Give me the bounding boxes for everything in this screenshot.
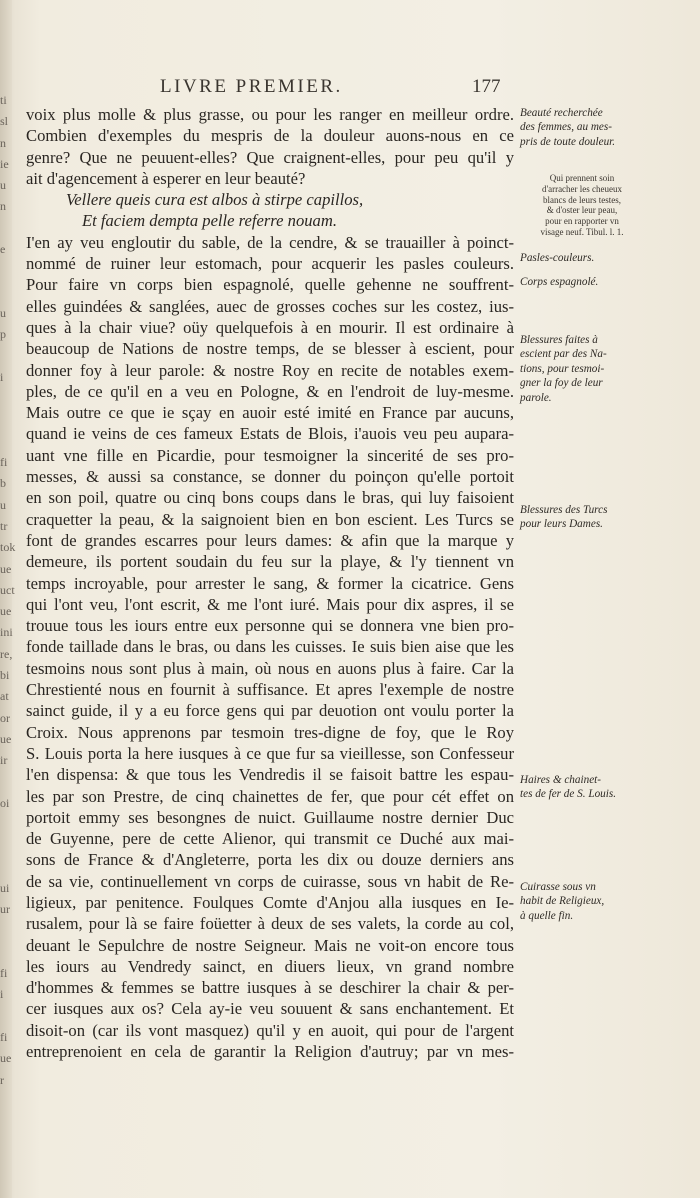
margin-note-line: Haires & chainet- (520, 774, 601, 786)
body-text (26, 104, 514, 1062)
text-line: Combien d'exemples du mespris de la douleur auons-nous en ce (26, 126, 514, 146)
bleed-fragment (0, 942, 20, 963)
text-line: donner foy à leur parole: & nostre Roy en recite de notables exem- (26, 360, 514, 380)
margin-note-blessures-nations (520, 333, 690, 405)
bleed-fragment (0, 814, 20, 835)
bleed-fragment: n (0, 135, 6, 150)
bleed-fragment (0, 921, 20, 942)
text-line: Croix. Nous apprenons par tesmoin tres-digne de foy, que le Roy (26, 722, 514, 742)
text-line: Vellere queis cura est albos à stirpe capillos, (66, 190, 364, 210)
margin-note-cuirasse (520, 880, 690, 923)
margin-note-beaute (520, 106, 690, 149)
bleed-fragment: r (0, 1072, 4, 1087)
bleed-fragment: ue (0, 561, 12, 576)
margin-note-line: pour en rapporter vn (545, 216, 619, 227)
margin-note-line: gner la foy de leur (520, 377, 603, 390)
margin-note-line: d'arracher les cheueux (541, 183, 623, 194)
text-line: ait d'agencement à esperer en leur beauté? (26, 168, 306, 188)
bleed-fragment: fi (0, 455, 8, 470)
bleed-fragment: re, (0, 646, 13, 661)
bleed-fragment (0, 388, 20, 409)
bleed-fragment: fi (0, 1030, 8, 1045)
bleed-fragment: bi (0, 668, 10, 683)
margin-note-citation (522, 173, 642, 238)
bleed-fragment: ir (0, 753, 8, 768)
text-line: ples, de ce qu'il en a veu en Pologne, & en l'endroit de luy-mesme. (26, 381, 514, 401)
bleed-fragment: ie (0, 156, 9, 171)
bleed-fragment: ue (0, 1051, 12, 1066)
margin-note-line: & d'oster leur peau, (546, 205, 618, 216)
margin-note-pasles (520, 251, 690, 265)
margin-note-line: Pasles-couleurs. (520, 252, 595, 264)
bleed-fragment: n (0, 199, 6, 214)
text-line: sainct guide, il y a eu force gens qui par deuotion ont voulu porter la (26, 701, 514, 721)
bleed-fragment: u (0, 497, 6, 512)
bleed-fragment: at (0, 689, 9, 704)
margin-note-line: tions, pour tesmoi- (520, 362, 605, 375)
running-head (160, 76, 520, 104)
text-line: beaucoup de Nations de nostre temps, de se blesser à escient, pour (26, 339, 514, 359)
bleed-fragment (0, 431, 20, 452)
bleed-fragment: or (0, 710, 10, 725)
running-title: LIVRE PREMIER. (160, 76, 343, 97)
text-line: Pour faire vn corps bien espagnolé, quelle gehenne ne souffrent- (26, 275, 514, 295)
text-line: qui l'ont veu, l'ont escrit, & me l'ont iuré. Mais pour dix aspres, il se (26, 594, 514, 614)
text-line: Et faciem dempta pelle referre nouam. (82, 211, 337, 231)
text-line: ques à la chair viue? oüy quelquefois à en mourir. Il est ordinaire à (26, 317, 514, 337)
margin-note-line: des femmes, au mes- (520, 121, 612, 134)
bleed-fragment: e (0, 242, 6, 257)
text-line: d'hommes & femmes se battre iusques à se deschirer la chair & per- (26, 978, 514, 998)
margin-note-line: pris de toute douleur. (520, 135, 616, 148)
text-line: tesmoins nous sont plus à main, où nous en auons plus à faire. Car la (26, 658, 514, 678)
text-line: les iours au Vendredy sainct, en diuers lieux, vn grand nombre (26, 956, 514, 976)
text-line: sons de France & d'Angleterre, porta les dix ou douze derniers ans (26, 850, 514, 870)
margin-note-line: Corps espagnolé. (520, 276, 599, 288)
margin-note-line: Blessures faites à (520, 334, 598, 346)
text-line: fonde taillade dans le bras, ou dans les cuisses. Ie suis bien aise que les (26, 637, 514, 657)
text-line: quand ie veins de ces fameux Estats de Blois, i'auois veu peu aupara- (26, 424, 514, 444)
text-line: deuant le Sepulchre de nostre Seigneur. Mais ne voit-on encore tous (26, 935, 514, 955)
text-line: de sa vie, continuellement vn corps de cuirasse, sous vn habit de Re- (26, 871, 514, 891)
bleed-fragment: ur (0, 902, 10, 917)
margin-note-line: blancs de leurs testes, (543, 194, 621, 205)
text-line: Mais outre ce que ie sçay en auoir esté imité en France par aucuns, (26, 403, 514, 423)
bleed-fragment: u (0, 305, 6, 320)
bleed-fragment: fi (0, 966, 8, 981)
bleed-fragment: i (0, 369, 4, 384)
bleed-fragment: ini (0, 625, 13, 640)
margin-note-line: Cuirasse sous vn (520, 881, 596, 893)
text-line: uant vne fille en Picardie, pour tesmoigner la sincerité de ses pro- (26, 445, 514, 465)
bleed-fragment (0, 218, 20, 239)
bleed-fragment: tok (0, 540, 16, 555)
text-line: de Guyenne, pere de cette Alienor, qui transmit ce Duché aux mai- (26, 829, 514, 849)
text-line: S. Louis porta la here iusques à ce que fur sa vieillesse, son Confesseur (26, 743, 514, 763)
bleed-fragment: ue (0, 604, 12, 619)
bleed-fragment: u (0, 178, 6, 193)
bleed-fragment: b (0, 476, 6, 491)
text-line: I'en ay veu engloutir du sable, de la cendre, & se trauailler à poinct- (26, 232, 514, 252)
bleed-fragment: p (0, 327, 6, 342)
text-line: demeure, ils portent soudain du feu sur la playe, & l'y tiennent vn (26, 552, 514, 572)
bleed-fragment (0, 835, 20, 856)
bleed-fragment: oi (0, 795, 10, 810)
text-line: disoit-on (car ils vont masquez) qu'il y en auoit, qui pour de l'argent (26, 1020, 514, 1040)
text-line: portoit emmy ses besongnes de nuict. Guillaume nostre dernier Duc (26, 807, 514, 827)
text-line: font de grandes escarres pour leurs dames: & afin que la marque y (26, 530, 514, 550)
bleed-fragment: ti (0, 93, 7, 107)
text-line: nommé de ruiner leur estomach, pour acquerir les pasles couleurs. (26, 254, 514, 274)
bleed-fragment: i (0, 987, 4, 1002)
margin-note-line: pour leurs Dames. (520, 518, 603, 531)
bleed-fragment (0, 409, 20, 430)
margin-note-blessures-turcs (520, 503, 690, 532)
text-line: entreprenoient en cela de garantir la Religion d'autruy; par vn mes- (26, 1042, 514, 1062)
bleed-fragment: uct (0, 582, 15, 597)
text-line: voix plus molle & plus grasse, ou pour les ranger en meilleur ordre. (26, 105, 514, 124)
margin-note-line: habit de Religieux, (520, 895, 605, 908)
text-line: les par son Prestre, de cinq chainettes de fer, que pour cét effet on (26, 786, 514, 806)
text-line: genre? Que ne peuuent-elles? Que craignent-elles, pour peu qu'il y (26, 147, 514, 167)
bleed-fragment (0, 1006, 20, 1027)
bleed-fragment (0, 346, 20, 367)
text-line: messes, & aussi sa constance, se donner du poinçon qu'elle portoit (26, 467, 514, 487)
margin-note-line: Qui prennent soin (549, 173, 615, 183)
bleed-fragment (0, 772, 20, 793)
text-line: temps incroyable, pour arrester le sang, & former la cicatrice. Gens (26, 573, 514, 593)
margin-note-line: Beauté recherchée (520, 107, 603, 119)
bleed-fragment: tr (0, 518, 8, 533)
bleed-fragment: ui (0, 880, 10, 895)
bleed-fragment (0, 260, 20, 281)
text-line: rusalem, pour là se faire foüetter à deux de ses valets, la corde au col, (26, 914, 514, 934)
page-number: 177 (472, 76, 501, 97)
margin-note-line: escient par des Na- (520, 348, 607, 361)
text-line: elles guindées & sanglées, auec de grosses coches sur les costez, ius- (26, 296, 514, 316)
text-line: trouue tous les iours entre eux personne qui se donnera vne bien pro- (26, 616, 514, 636)
text-line: cer iusques aux os? Cela ay-ie veu souuent & sans enchantement. Et (26, 999, 514, 1019)
text-line: en son poil, quatre ou cinq bons coups dans le bras, qui luy faisoient (26, 488, 514, 508)
text-line: ligieux, par penitence. Foulques Comte d'Anjou alla iusques en Ie- (26, 892, 514, 912)
bleed-fragment: ue (0, 731, 12, 746)
bleed-fragment (0, 282, 20, 303)
margin-note-line: Blessures des Turcs (520, 504, 608, 516)
margin-note-line: visage neuf. Tibul. l. 1. (540, 226, 624, 237)
margin-note-line: parole. (520, 391, 552, 404)
margin-note-line: à quelle fin. (520, 909, 574, 922)
text-line: craquetter la peau, & la saignoient bien en bon escient. Les Turcs se (26, 509, 514, 529)
bleed-fragment: sl (0, 114, 9, 129)
bleed-fragment (0, 857, 20, 878)
text-line: l'en dispensa: & que tous les Vendredis il se faisoit battre les espau- (26, 765, 514, 785)
margin-note-line: tes de fer de S. Louis. (520, 788, 617, 801)
text-line: Chrestienté nous en fournit à suffisance. Et apres l'exemple de nostre (26, 680, 514, 700)
margin-note-corps (520, 275, 690, 289)
margin-note-haires (520, 773, 690, 802)
facing-page-bleed (0, 90, 20, 1090)
